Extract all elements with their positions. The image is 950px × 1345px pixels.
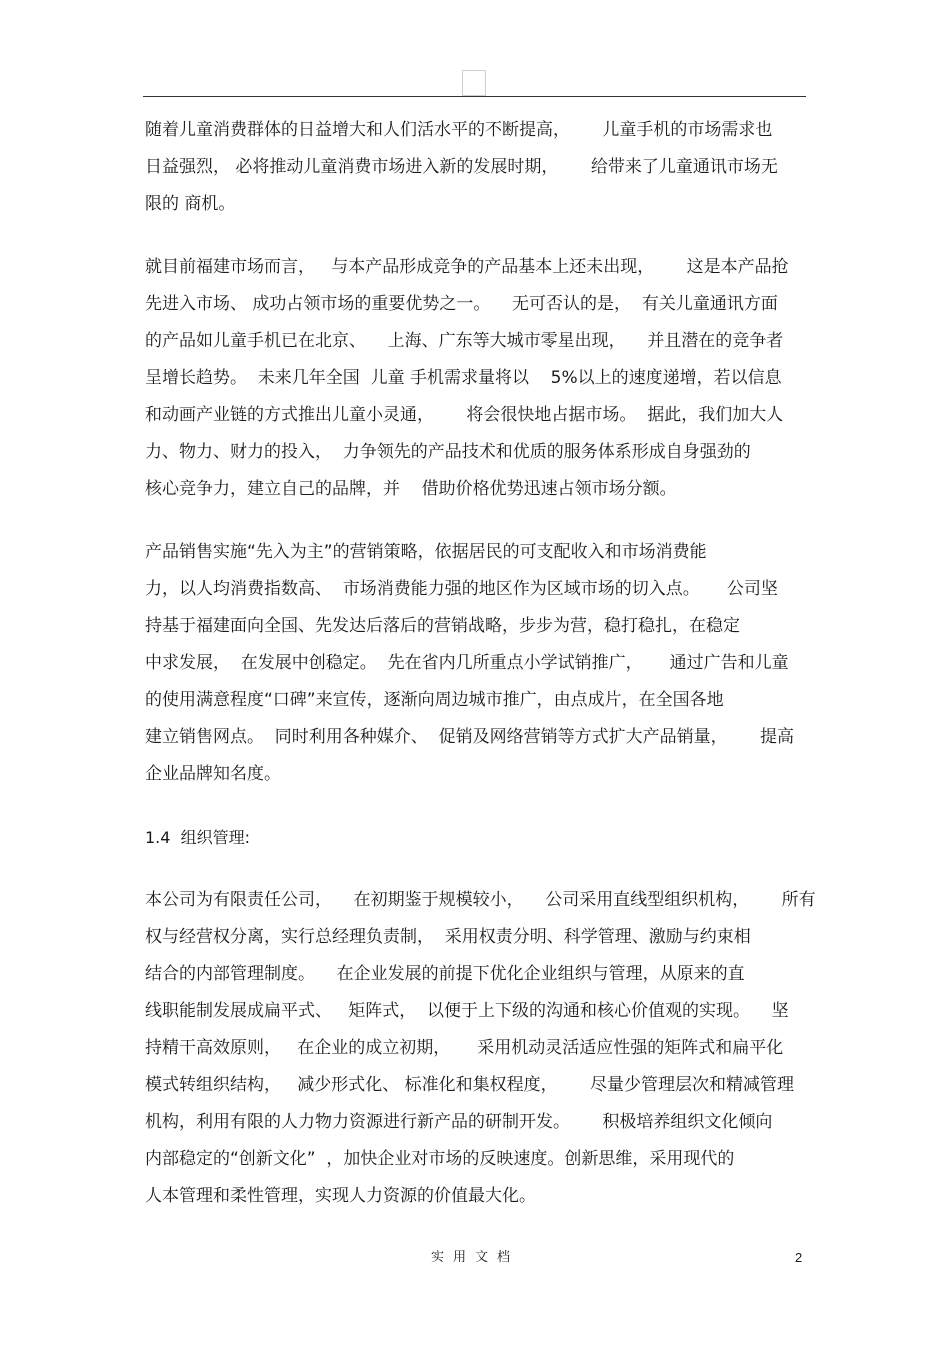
body-line: 力，以人均消费指数高、 市场消费能力强的地区作为区域市场的切入点。 公司坚 [145, 579, 778, 599]
header-placeholder-box [462, 70, 486, 96]
body-line: 随着儿童消费群体的日益增大和人们活水平的不断提高， 儿童手机的市场需求也 [145, 120, 773, 140]
body-line: 本公司为有限责任公司， 在初期鉴于规模较小， 公司采用直线型组织机构， 所有 [145, 890, 816, 910]
body-line: 日益强烈， 必将推动儿童消费市场进入新的发展时期， 给带来了儿童通讯市场无 [145, 157, 778, 177]
footer-label: 实用文档 [430, 1250, 519, 1265]
body-line: 建立销售网点。 同时利用各种媒介、 促销及网络营销等方式扩大产品销量， 提高 [145, 727, 795, 747]
body-line: 持基于福建面向全国、先发达后落后的营销战略，步步为营，稳打稳扎，在稳定 [145, 616, 740, 636]
body-line: 持精干高效原则， 在企业的成立初期， 采用机动灵活适应性强的矩阵式和扁平化 [145, 1038, 784, 1058]
body-line: 模式转组织结构， 减少形式化、 标准化和集权程度， 尽量少管理层次和精减管理 [145, 1075, 795, 1095]
body-line: 限的 商机。 [145, 194, 236, 214]
page-number: 2 [795, 1250, 803, 1265]
body-line: 内部稳定的“创新文化” ，加快企业对市场的反映速度。创新思维，采用现代的 [145, 1149, 735, 1169]
body-line: 机构，利用有限的人力物力资源进行新产品的研制开发。 积极培养组织文化倾向 [145, 1112, 773, 1132]
section-heading: 1.4 组织管理: [145, 828, 251, 847]
body-line: 中求发展， 在发展中创稳定。 先在省内几所重点小学试销推广， 通过广告和儿童 [145, 653, 789, 673]
body-line: 就目前福建市场而言， 与本产品形成竞争的产品基本上还未出现， 这是本产品抢 [145, 257, 789, 277]
body-line: 力、物力、财力的投入， 力争领先的产品技术和优质的服务体系形成自身强劲的 [145, 442, 751, 462]
body-line: 先进入市场、 成功占领市场的重要优势之一。 无可否认的是， 有关儿童通讯方面 [145, 294, 778, 314]
body-line: 呈增长趋势。 未来几年全国 儿童 手机需求量将以 5%以上的速度递增，若以信息 [145, 368, 782, 388]
body-line: 和动画产业链的方式推出儿童小灵通， 将会很快地占据市场。 据此，我们加大人 [145, 405, 784, 425]
body-line: 产品销售实施“先入为主”的营销策略，依据居民的可支配收入和市场消费能 [145, 542, 707, 562]
body-line: 企业品牌知名度。 [145, 764, 281, 784]
body-line: 权与经营权分离，实行总经理负责制， 采用权责分明、科学管理、激励与约束相 [145, 927, 751, 947]
body-line: 线职能制发展成扁平式、 矩阵式， 以便于上下级的沟通和核心价值观的实现。 坚 [145, 1001, 789, 1021]
body-line: 结合的内部管理制度。 在企业发展的前提下优化企业组织与管理，从原来的直 [145, 964, 745, 984]
body-line: 的使用满意程度“口碑”来宣传，逐渐向周边城市推广，由点成片，在全国各地 [145, 690, 724, 710]
body-line: 的产品如儿童手机已在北京、 上海、广东等大城市零星出现， 并且潜在的竞争者 [145, 331, 784, 351]
body-line: 核心竞争力，建立自己的品牌，并 借助价格优势迅速占领市场分额。 [145, 479, 677, 499]
body-line: 人本管理和柔性管理，实现人力资源的价值最大化。 [145, 1186, 536, 1206]
header-rule [143, 96, 806, 97]
